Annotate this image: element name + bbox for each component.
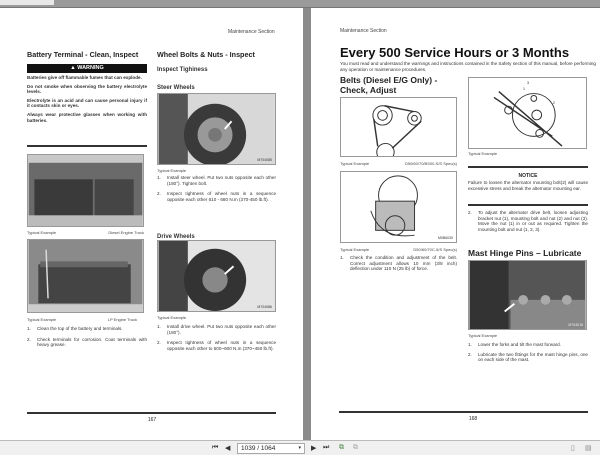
image-id: M704085: [257, 158, 272, 162]
step: 1. Install steer wheel. Put two nuts opposite each other (180°). Tighten bolt.: [157, 175, 276, 186]
belt-diagram-1: [340, 97, 457, 157]
tab-strip: [0, 0, 600, 8]
intro-text: You must read and understand the warnings and instructions contained in the Safety section of this manual, before performing any operation or maintenance procedures.: [340, 61, 596, 72]
step: 1. Check the condition and adjustment of the belt. Correct adjustment allows 10 mm (3/8 inch) deflection under 110 N (25 lb) of force.: [340, 255, 457, 272]
callout-label: 1: [523, 87, 525, 91]
caption: Typical Example: [157, 168, 187, 173]
warning-text: Do not smoke when observing the battery electrolyte levels.: [27, 83, 147, 95]
single-page-view-icon[interactable]: ▯: [571, 445, 575, 452]
warning-banner: ▲ WARNING: [27, 64, 147, 73]
go-forward-view-icon[interactable]: ⧉: [353, 444, 358, 451]
first-page-icon[interactable]: ⏮: [212, 444, 219, 451]
drive-wheel-photo: [157, 240, 276, 312]
wheels-heading: Wheel Bolts & Nuts - Inspect: [157, 50, 255, 59]
footer-rule: [339, 411, 588, 413]
pdf-page-167: [0, 8, 303, 440]
image-id: M0B6030: [438, 236, 453, 240]
caption: Typical Example: [27, 230, 57, 235]
warning-text: Always wear protective glasses when working with batteries.: [27, 111, 147, 123]
caption: D50/60/70C-5/S Spec(s): [413, 247, 457, 252]
page-number-input[interactable]: 1039 / 1064 ▾: [237, 443, 305, 454]
caption: D50/60/70/BS00-S/S Spec(s): [404, 161, 457, 166]
last-page-icon[interactable]: ⏭: [323, 444, 330, 451]
subheading: Steer Wheels: [157, 85, 195, 91]
image-id: M704018: [568, 323, 583, 327]
warning-label: WARNING: [77, 65, 104, 71]
section-header: Maintenance Section: [340, 28, 387, 34]
notice-rule: [468, 204, 588, 206]
step: 2. Check terminals for corrosion. Coat terminals with heavy grease.: [27, 336, 147, 348]
go-back-view-icon[interactable]: ⧉: [339, 444, 344, 451]
pdf-page-168: [311, 8, 600, 440]
notice-label: NOTICE: [518, 173, 538, 179]
battery-heading: Battery Terminal - Clean, Inspect: [27, 50, 139, 59]
step: 2. Inspect tightness of wheel nuts in a sequence opposite each other 610 - 680 N.m (370-450 lb.ft).: [157, 191, 276, 202]
page-title: Every 500 Service Hours or 3 Months: [340, 45, 570, 60]
warning-text: Electrolyte is an acid and can cause personal injury if it contacts skin or eyes.: [27, 97, 147, 109]
callout-label: 3: [527, 81, 529, 85]
battery-lp-photo: [27, 239, 144, 313]
caption: Typical Example: [157, 315, 187, 320]
steer-wheel-photo: [157, 93, 276, 165]
step: 1. Lower the forks and tilt the mast forward.: [468, 342, 561, 347]
page-number: 167: [147, 417, 157, 423]
document-tab[interactable]: [0, 0, 55, 5]
footer-rule: [27, 412, 276, 414]
callout-label: 2: [553, 101, 555, 105]
warning-text: Batteries give off flammable fumes that can explode.: [27, 75, 142, 80]
step: 2. Inspect tightness of wheel nuts in a sequence opposite each other to 500~600 N.m (370~450 lb.ft).: [157, 340, 276, 351]
battery-diesel-photo: [27, 154, 144, 227]
subheading: Inspect Tighiness: [157, 67, 208, 73]
step: 1. Clean the top of the battery and terminals.: [27, 326, 123, 331]
caption: Typical Example: [468, 333, 498, 338]
step: 1. Install drive wheel. Put two nuts opposite each other (180°).: [157, 324, 276, 335]
caption: Typical Example: [340, 247, 370, 252]
caption: Typical Example: [468, 151, 498, 156]
divider: [27, 145, 147, 147]
mast-hinge-photo: [468, 260, 587, 330]
step: 2. To adjust the alternator drive belt, loosen adjusting bracket nut (1), mounting bolt and nut (2) and nut (3). Move the nut (1) in or out as required. Tighten the mounting bolt and nut (1, 2, 3).: [468, 210, 588, 232]
next-page-icon[interactable]: ▶: [311, 445, 317, 452]
page-number: 168: [468, 416, 478, 422]
continuous-view-icon[interactable]: ▤: [585, 445, 592, 452]
alternator-diagram: [468, 77, 587, 149]
caption: Typical Example: [340, 161, 370, 166]
caption: Diesel Engine Truck: [108, 230, 144, 235]
section-header: Maintenance Section: [228, 29, 275, 35]
chevron-down-icon[interactable]: ▾: [298, 445, 301, 451]
mast-heading: Mast Hinge Pins – Lubricate: [468, 248, 582, 258]
subheading: Drive Wheels: [157, 234, 195, 240]
step: 2. Lubricate the two fittings for the mast hinge pins, one on each side of the mast.: [468, 351, 588, 363]
previous-page-icon[interactable]: ◀: [225, 445, 231, 452]
viewer-toolbar: [0, 440, 600, 455]
belt-diagram-2: [340, 171, 457, 243]
notice-rule: [468, 166, 588, 168]
notice-text: Failure to loosen the alternator mounting bolt(2) will cause excessive stress and break the alternator mounting ear.: [468, 180, 588, 191]
belts-heading: Belts (Diesel E/G Only) - Check, Adjust: [340, 75, 438, 95]
caption: LP Engine Truck: [107, 317, 137, 322]
caption: Typical Example: [27, 317, 57, 322]
image-id: M704086: [257, 305, 272, 309]
